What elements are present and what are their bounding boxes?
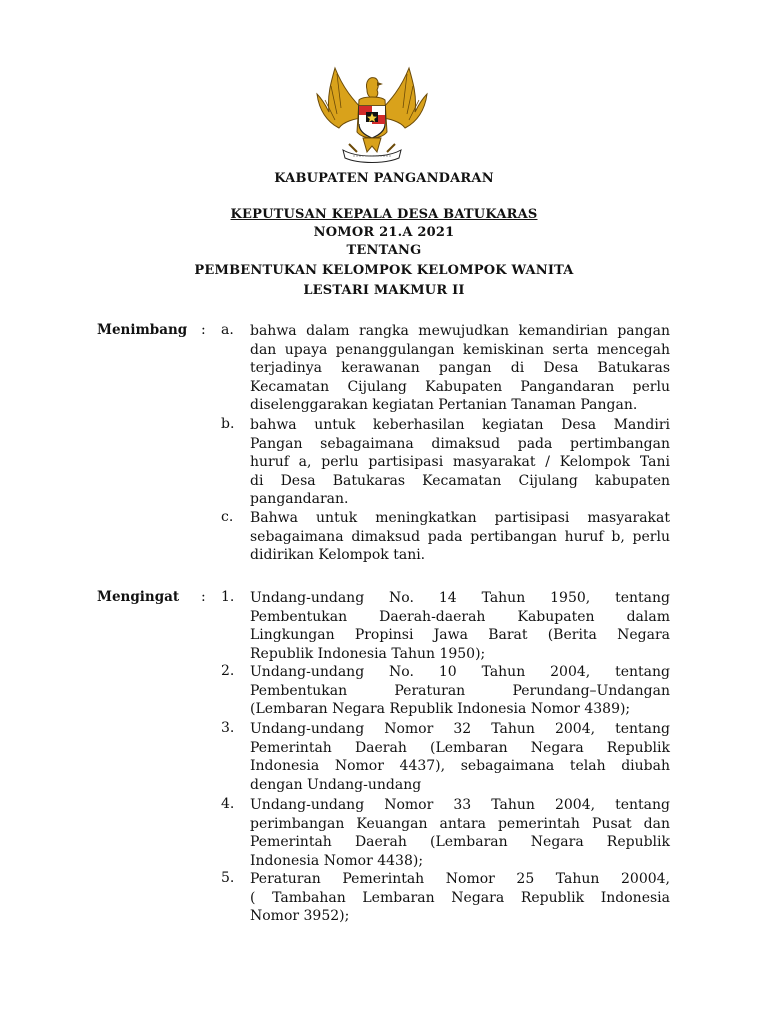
menimbang-item-b-text xyxy=(250,416,670,509)
text-line: huruf a, perlu partisipasi masyarakat / Kelompok Tani xyxy=(250,454,670,471)
text-line: Pembentukan Daerah-daerah Kabupaten dalam xyxy=(250,608,670,625)
menimbang-colon: : xyxy=(201,322,206,338)
mengingat-item-5-marker: 5. xyxy=(221,870,235,886)
text-line: Nomor 3952); xyxy=(250,908,350,925)
text-line: di Desa Batukaras Kecamatan Cijulang kabupaten xyxy=(250,472,670,489)
text-line: Pemerintah Daerah (Lembaran Negara Republik xyxy=(250,739,670,756)
mengingat-item-4-marker: 4. xyxy=(221,796,235,812)
mengingat-item-2-text xyxy=(250,663,670,719)
text-line: Undang-undang Nomor 32 Tahun 2004, tentang xyxy=(250,721,670,737)
decree-subject-line2: LESTARI MAKMUR II xyxy=(303,283,465,298)
mengingat-label: Mengingat xyxy=(97,589,180,605)
text-line: Kecamatan Cijulang Kabupaten Pangandaran perlu xyxy=(250,378,670,395)
text-line: ( Tambahan Lembaran Negara Republik Indonesia xyxy=(250,889,670,906)
menimbang-item-c-text xyxy=(250,509,670,565)
regency-title: KABUPATEN PANGANDARAN xyxy=(274,171,494,186)
menimbang-item-a-text xyxy=(250,322,670,415)
text-line: diselenggarakan kegiatan Pertanian Tanaman Pangan. xyxy=(250,397,638,414)
text-line: Undang-undang Nomor 33 Tahun 2004, tentang xyxy=(250,797,670,813)
text-line: didirikan Kelompok tani. xyxy=(250,547,426,564)
text-line: Pangan sebagaimana dimaksud pada pertimbangan xyxy=(250,435,670,452)
menimbang-item-a-marker: a. xyxy=(221,322,234,338)
decree-number: NOMOR 21.A 2021 xyxy=(313,225,455,240)
mengingat-item-5-text xyxy=(250,870,670,926)
text-line: perimbangan Keuangan antara pemerintah Pusat dan xyxy=(250,815,670,832)
garuda-pancasila-emblem xyxy=(313,60,431,168)
text-line: Indonesia Nomor 4438); xyxy=(250,852,424,869)
mengingat-item-4-text xyxy=(250,796,670,870)
text-line: dengan Undang-undang xyxy=(250,776,422,793)
text-line: Bahwa untuk meningkatkan partisipasi masyarakat xyxy=(250,510,670,526)
decree-subject-line1: PEMBENTUKAN KELOMPOK KELOMPOK WANITA xyxy=(194,263,574,278)
text-line: Republik Indonesia Tahun 1950); xyxy=(250,645,486,662)
mengingat-item-1-text xyxy=(250,589,670,663)
mengingat-item-1-marker: 1. xyxy=(221,589,235,605)
menimbang-item-c-marker: c. xyxy=(221,509,234,525)
text-line: terjadinya kerawanan pangan di Desa Batukaras xyxy=(250,360,670,377)
text-line: Pemerintah Daerah (Lembaran Negara Republik xyxy=(250,834,670,851)
mengingat-item-3-text xyxy=(250,720,670,794)
mengingat-item-3-marker: 3. xyxy=(221,720,235,736)
text-line: Undang-undang No. 14 Tahun 1950, tentang xyxy=(250,590,670,606)
text-line: Pembentukan Peraturan Perundang–Undangan xyxy=(250,682,670,699)
text-line: Peraturan Pemerintah Nomor 25 Tahun 20004, xyxy=(250,871,670,887)
text-line: Indonesia Nomor 4437), sebagaimana telah diubah xyxy=(250,758,670,775)
decree-about: TENTANG xyxy=(346,243,422,258)
text-line: bahwa untuk keberhasilan kegiatan Desa Mandiri xyxy=(250,417,670,433)
text-line: bahwa dalam rangka mewujudkan kemandirian pangan xyxy=(250,323,670,339)
text-line: sebagaimana dimaksud pada pertibangan huruf b, perlu xyxy=(250,528,670,545)
menimbang-label: Menimbang xyxy=(97,322,188,338)
text-line: Lingkungan Propinsi Jawa Barat (Berita Negara xyxy=(250,627,670,644)
menimbang-item-b-marker: b. xyxy=(221,416,235,432)
decree-title: KEPUTUSAN KEPALA DESA BATUKARAS xyxy=(230,207,538,222)
text-line: Undang-undang No. 10 Tahun 2004, tentang xyxy=(250,664,670,680)
text-line: pangandaran. xyxy=(250,491,349,508)
text-line: (Lembaran Negara Republik Indonesia Nomor 4389); xyxy=(250,701,631,718)
mengingat-colon: : xyxy=(201,589,206,605)
text-line: dan upaya penanggulangan kemiskinan serta mencegah xyxy=(250,341,670,358)
mengingat-item-2-marker: 2. xyxy=(221,663,235,679)
